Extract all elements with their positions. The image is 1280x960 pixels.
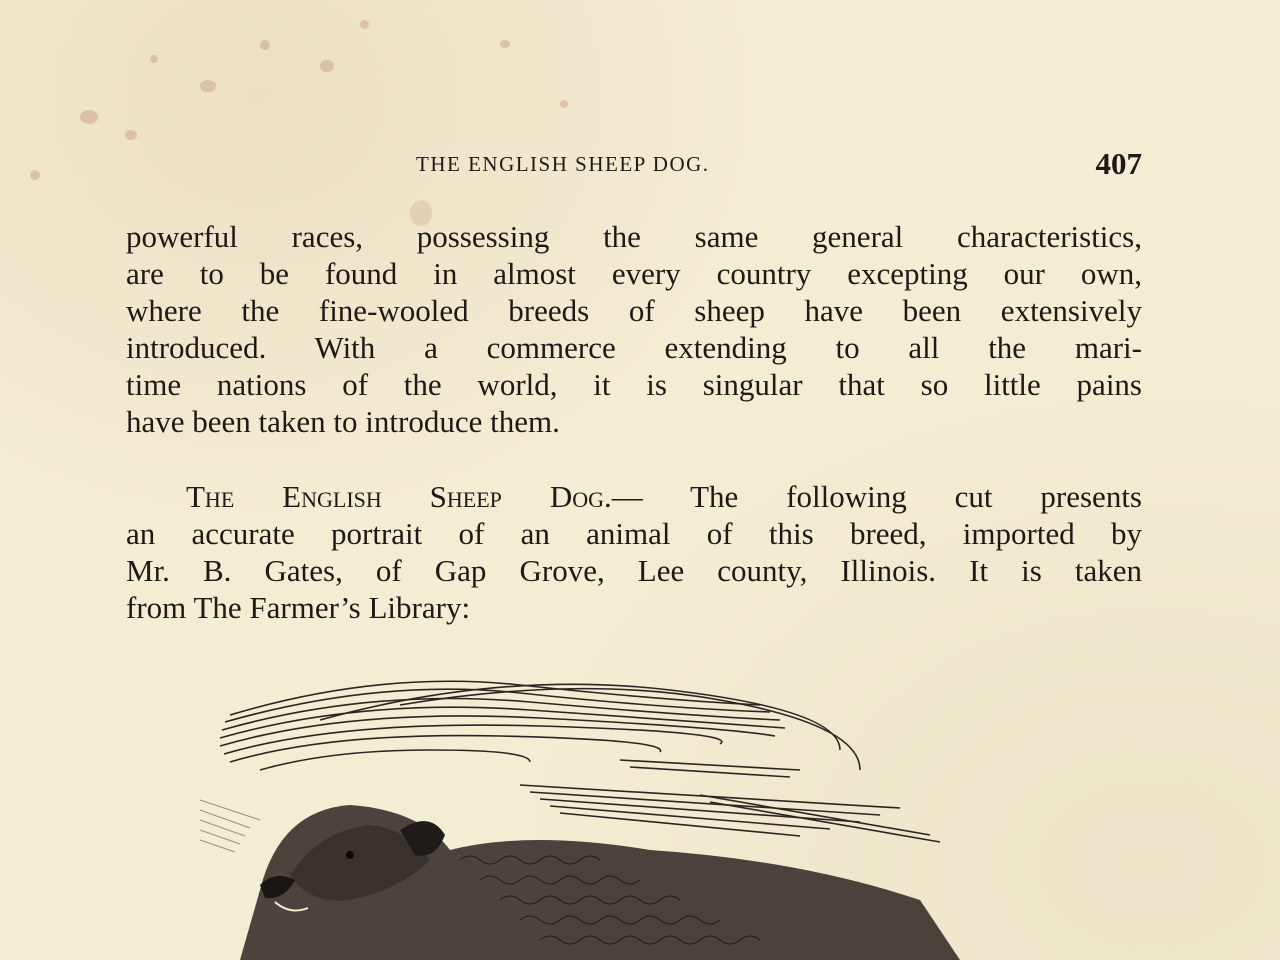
running-head bbox=[126, 148, 1142, 180]
foxing-stain bbox=[30, 170, 40, 180]
text-line: from The Farmer’s Library: bbox=[126, 590, 471, 625]
section-heading: The English Sheep Dog. bbox=[186, 479, 612, 514]
paragraph-2 bbox=[126, 478, 1142, 626]
text-line: are to be found in almost every country excepting our own, bbox=[126, 256, 1142, 291]
text-line: introduced. With a commerce extending to all the mari- bbox=[126, 330, 1142, 365]
running-title: THE ENGLISH SHEEP DOG. bbox=[416, 152, 710, 176]
foxing-stain bbox=[125, 130, 137, 140]
heading-line-rest: — The following cut presents bbox=[611, 479, 1142, 514]
text-line bbox=[126, 478, 1142, 515]
foxing-stain bbox=[320, 60, 334, 72]
foxing-stain bbox=[80, 110, 98, 124]
foxing-stain bbox=[260, 40, 270, 50]
text-line: Mr. B. Gates, of Gap Grove, Lee county, Illinois. It is taken bbox=[126, 553, 1142, 588]
text-line: an accurate portrait of an animal of this breed, imported by bbox=[126, 516, 1142, 551]
paragraph-1 bbox=[126, 218, 1142, 440]
foxing-stain bbox=[200, 80, 216, 92]
page-number: 407 bbox=[1095, 146, 1142, 181]
foxing-stain bbox=[150, 55, 158, 63]
ground-shading bbox=[200, 800, 260, 852]
text-line: have been taken to introduce them. bbox=[126, 404, 560, 439]
text-line: where the fine-wooled breeds of sheep have been extensively bbox=[126, 293, 1142, 328]
foxing-stain bbox=[360, 20, 369, 29]
text-line: powerful races, possessing the same general characteristics, bbox=[126, 219, 1142, 254]
foxing-stain bbox=[560, 100, 568, 108]
foxing-stain bbox=[500, 40, 510, 48]
sheep-dog-engraving bbox=[200, 660, 1100, 960]
dog-body bbox=[240, 805, 960, 960]
text-line: time nations of the world, it is singular that so little pains bbox=[126, 367, 1142, 402]
